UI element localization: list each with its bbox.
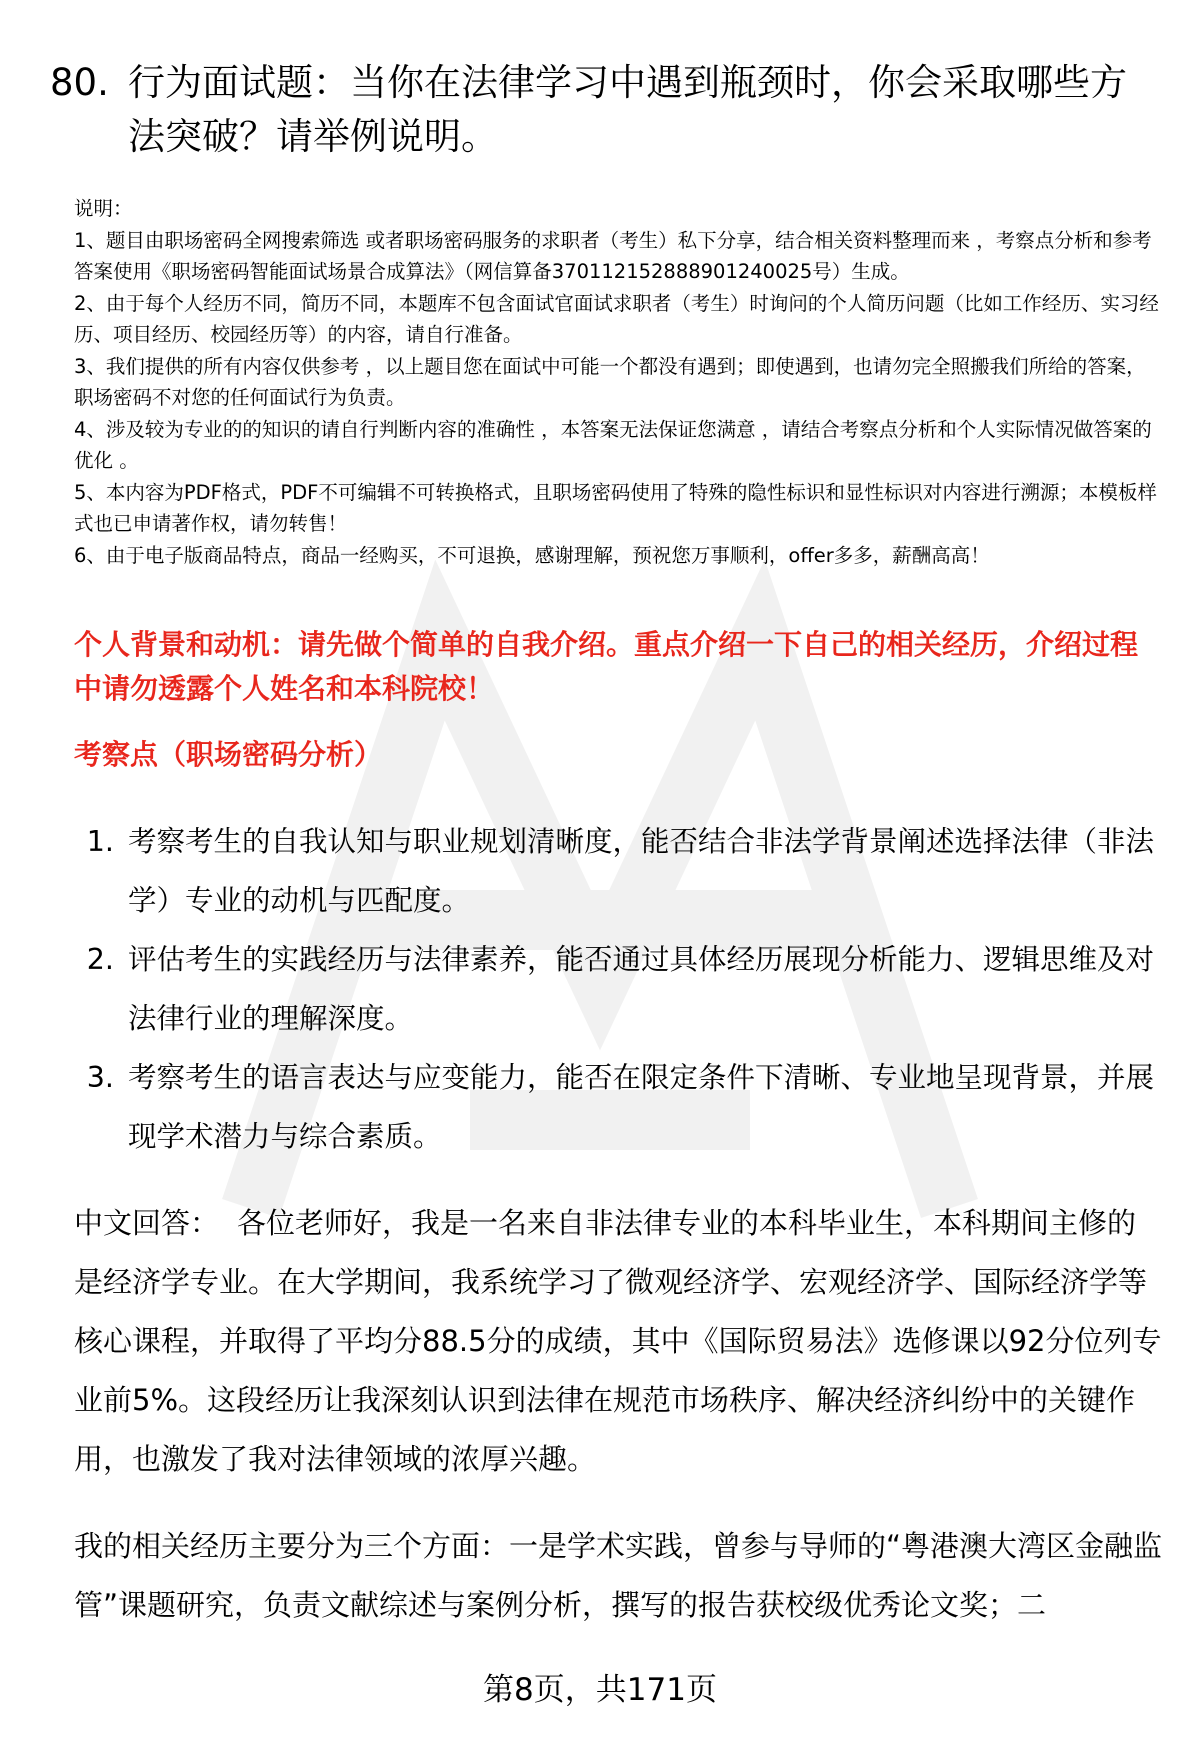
- answer-paragraph: [74, 1194, 1164, 1489]
- question-heading: [50, 56, 1160, 164]
- note-item: 5、本内容为PDF格式，PDF不可编辑不可转换格式，且职场密码使用了特殊的隐性标识和显性标识对内容进行溯源；本模板样式也已申请著作权，请勿转售！: [74, 480, 1157, 535]
- answer-paragraph: 我的相关经历主要分为三个方面：一是学术实践，曾参与导师的“粤港澳大湾区金融监管”课题研究，负责文献综述与案例分析，撰写的报告获校级优秀论文奖；二: [74, 1529, 1163, 1622]
- answer-text: 各位老师好，我是一名来自非法律专业的本科毕业生，本科期间主修的是经济学专业。在大学期间，我系统学习了微观经济学、宏观经济学、国际经济学等核心课程，并取得了平均分88.5分的成绩，其中《国际贸易法》选修课以92分位列专业前5%。这段经历让我深刻认识到法律在规范市场秩序、解决经济纠纷中的关键作用，也激发了我对法律领域的浓厚兴趣。: [74, 1206, 1162, 1476]
- analysis-points: [74, 812, 1160, 1166]
- point-number: 3.: [86, 1061, 114, 1094]
- analysis-point: [74, 1048, 1160, 1166]
- note-item: 2、由于每个人经历不同，简历不同，本题库不包含面试官面试求职者（考生）时询问的个人简历问题（比如工作经历、实习经历、项目经历、校园经历等）的内容，请自行准备。: [74, 291, 1159, 346]
- question-number: 80.: [50, 61, 109, 104]
- point-number: 2.: [86, 943, 114, 976]
- question-text: 行为面试题：当你在法律学习中遇到瓶颈时，你会采取哪些方法突破？请举例说明。: [128, 61, 1127, 158]
- background-question: 个人背景和动机：请先做个简单的自我介绍。重点介绍一下自己的相关经历，介绍过程中请勿透露个人姓名和本科院校！: [74, 628, 1139, 705]
- analysis-title: 考察点（职场密码分析）: [74, 738, 383, 771]
- point-text: 考察考生的语言表达与应变能力，能否在限定条件下清晰、专业地呈现背景，并展现学术潜力与综合素质。: [128, 1061, 1155, 1153]
- notes-title: 说明：: [74, 197, 133, 220]
- point-text: 评估考生的实践经历与法律素养，能否通过具体经历展现分析能力、逻辑思维及对法律行业的理解深度。: [128, 943, 1155, 1035]
- answer-label: 中文回答：: [74, 1206, 220, 1240]
- answer-section: [74, 1194, 1164, 1663]
- analysis-point: [74, 812, 1160, 930]
- note-item: 3、我们提供的所有内容仅供参考 ，以上题目您在面试中可能一个都没有遇到；即使遇到，也请勿完全照搬我们所给的答案，职场密码不对您的任何面试行为负责。: [74, 354, 1146, 409]
- page-footer: 第8页，共171页: [483, 1672, 717, 1708]
- notes-section: [74, 193, 1164, 571]
- note-item: 4、涉及较为专业的的知识的请自行判断内容的准确性 ，本答案无法保证您满意 ，请结合考察点分析和个人实际情况做答案的优化 。: [74, 417, 1152, 472]
- note-item: 1、题目由职场密码全网搜索筛选 或者职场密码服务的求职者（考生）私下分享，结合相关资料整理而来 ，考察点分析和参考答案使用《职场密码智能面试场景合成算法》（网信算备370112152888901240025号）生成。: [74, 228, 1152, 283]
- point-number: 1.: [86, 825, 114, 858]
- analysis-point: [74, 930, 1160, 1048]
- point-text: 考察考生的自我认知与职业规划清晰度，能否结合非法学背景阐述选择法律（非法学）专业的动机与匹配度。: [128, 825, 1155, 917]
- note-item: 6、由于电子版商品特点，商品一经购买，不可退换，感谢理解，预祝您万事顺利，offer多多，薪酬高高！: [74, 543, 990, 567]
